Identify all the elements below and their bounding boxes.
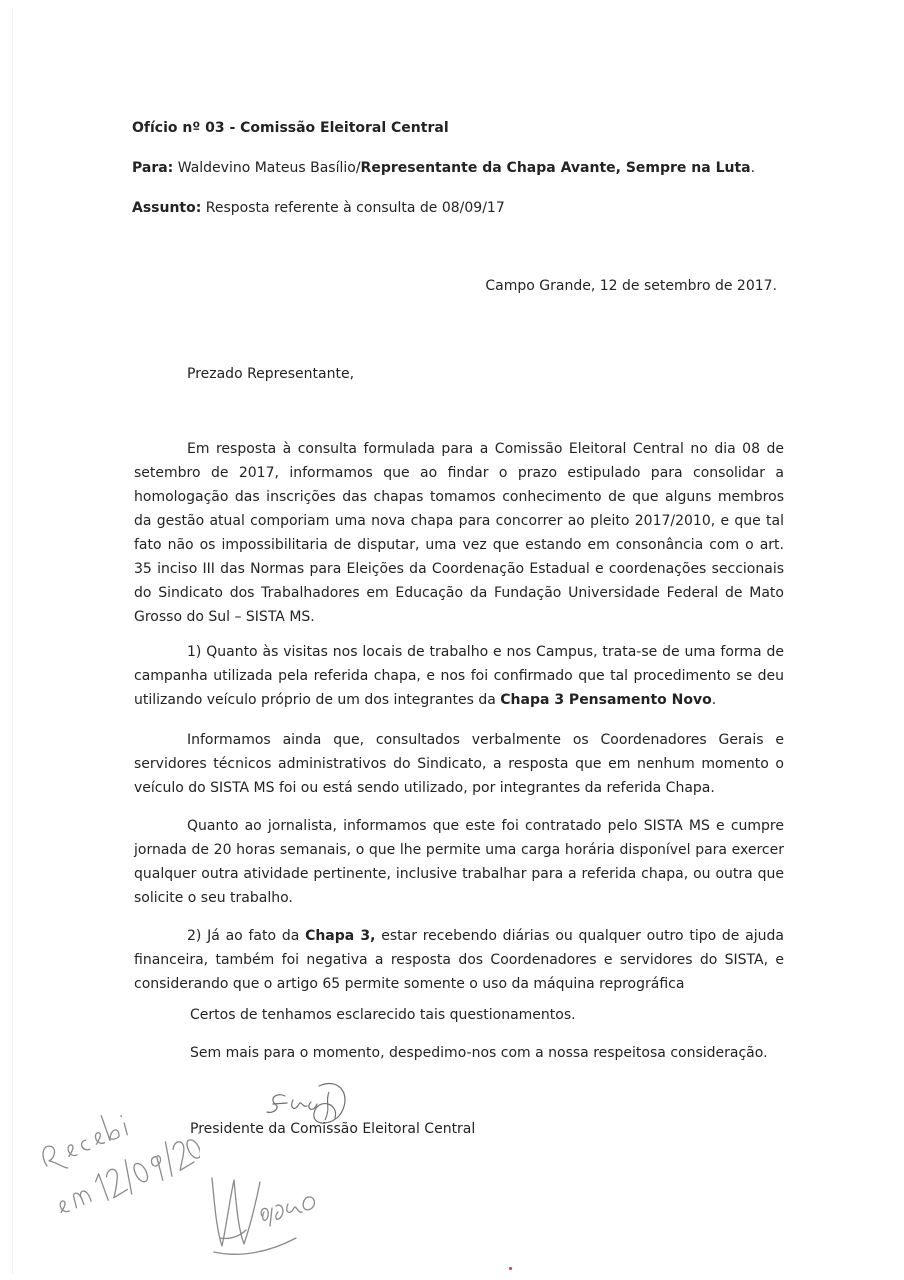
paragraph-5-text: estar recebendo diárias ou qualquer outro tipo de ajuda financeira, também foi negativa a resposta dos Coordenadores e servidores do SISTA, e considerando que o artigo 65 permite somente o uso da máquina reprográfica [134,928,784,992]
para-label: Para: [132,160,174,176]
handwritten-receipt-note [30,1070,200,1260]
recipient-role: Representante da Chapa Avante, Sempre na Luta [360,160,751,176]
paragraph-2-end: . [711,692,717,708]
signer-title: Presidente da Comissão Eleitoral Central [190,1121,476,1137]
paragraph-2-text: 1) Quanto às visitas nos locais de trabalho e nos Campus, trata-se de uma forma de campanha utilizada pela referida chapa, e nos foi confirmado que tal procedimento se deu utilizando veículo próprio de um dos integrantes da [134,644,784,708]
oficio-heading [132,120,449,136]
assunto-label: Assunto: [132,200,202,216]
recipient-end: . [750,160,756,176]
closing-line-1: Certos de tenhamos esclarecido tais questionamentos. [190,1007,576,1023]
ink-speck [509,1267,512,1270]
paragraph-4: Quanto ao jornalista, informamos que este foi contratado pelo SISTA MS e cumpre jornada de 20 horas semanais, o que lhe permite uma carga horária disponível para exercer qualquer outra atividade pertinente, inclusive trabalhar para a referida chapa, ou outra que solicite o seu trabalho. [134,818,784,906]
subject-line [132,200,505,216]
oficio-title: Ofício nº 03 - Comissão Eleitoral Central [132,120,449,136]
receiver-signature [200,1168,330,1268]
paragraph-1: Em resposta à consulta formulada para a Comissão Eleitoral Central no dia 08 de setembro de 2017, informamos que ao findar o prazo estipulado para consolidar a homologação das inscrições das chapas tomamos conhecimento de que alguns membros da gestão atual comporiam uma nova chapa para concorrer ao pleito 2017/2010, e que tal fato não os impossibilitaria de disputar, uma vez que estando em consonância com o art. 35 inciso III das Normas para Eleições da Coordenação Estadual e coordenações seccionais do Sindicato dos Trabalhadores em Educação da Fundação Universidade Federal de Mato Grosso do Sul – SISTA MS. [134,441,784,625]
closing-line-2: Sem mais para o momento, despedimo-nos com a nossa respeitosa consideração. [190,1045,768,1061]
recipient-name: Waldevino Mateus Basílio/ [173,160,361,176]
paragraph-2 [134,640,784,712]
paragraph-5-bold: Chapa 3, [305,928,376,944]
date-line: Campo Grande, 12 de setembro de 2017. [485,278,777,294]
paragraph-5-start: 2) Já ao fato da [187,928,306,944]
recipient-line [132,160,755,176]
subject-text: Resposta referente à consulta de 08/09/17 [201,200,505,216]
paragraph-2-bold: Chapa 3 Pensamento Novo [500,692,712,708]
paragraph-3: Informamos ainda que, consultados verbalmente os Coordenadores Gerais e servidores técnicos administrativos do Sindicato, a resposta que em nenhum momento o veículo do SISTA MS foi ou está sendo utilizado, por integrantes da referida Chapa. [134,732,784,796]
paragraph-5 [134,924,784,996]
salutation: Prezado Representante, [187,366,355,382]
